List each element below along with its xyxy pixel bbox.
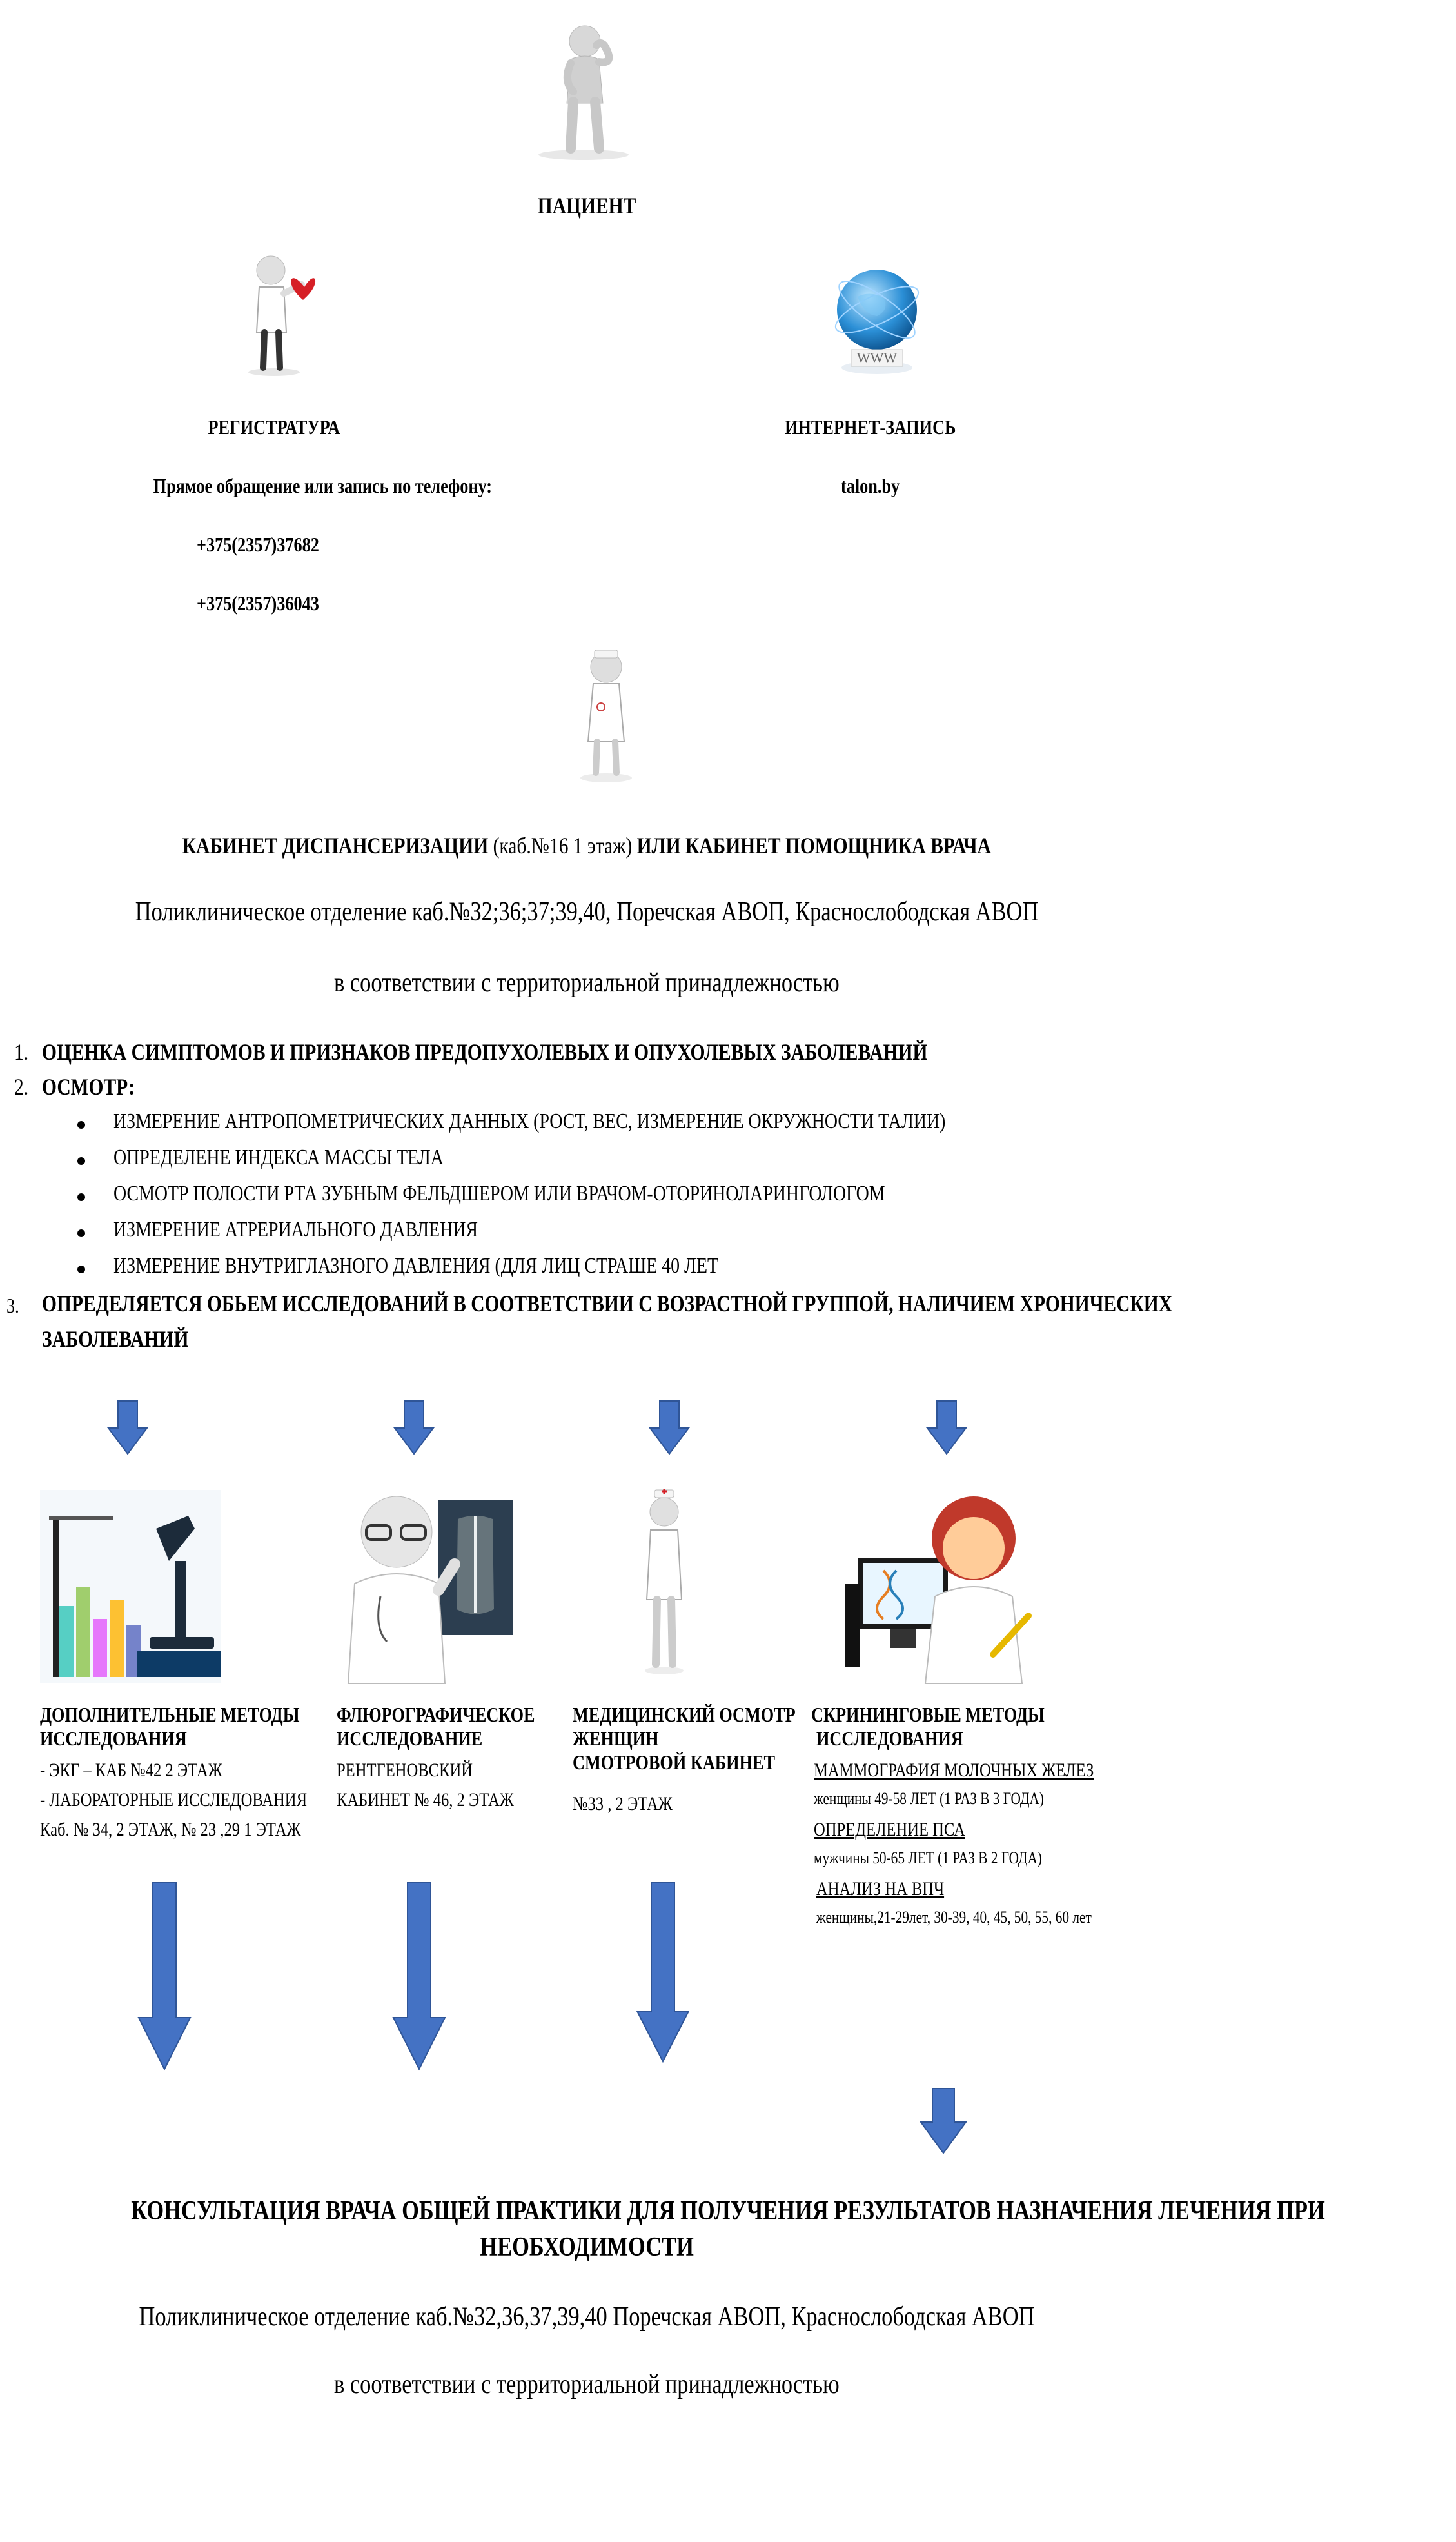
screening-psa-note: мужчины 50-65 ЛЕТ (1 РАЗ В 2 ГОДА) [814,1849,1042,1867]
women-title-1: МЕДИЦИНСКИЙ ОСМОТР [573,1703,796,1726]
nurse-icon [567,645,645,784]
www-text: WWW [856,350,898,366]
consult-title-1: КОНСУЛЬТАЦИЯ ВРАЧА ОБЩЕЙ ПРАКТИКИ ДЛЯ ПОЛУЧЕНИЯ РЕЗУЛЬТАТОВ НАЗНАЧЕНИЯ ЛЕЧЕНИЯ ПРИ [131,2196,1325,2226]
cabinet-alt: ИЛИ КАБИНЕТ ПОМОЩНИКА ВРАЧА [636,833,992,859]
consult-location: Поликлиническое отделение каб.№32,36,37,39,40 Поречская АВОП, Краснослободская АВОП [139,2302,1035,2332]
step-3-text-2: ЗАБОЛЕВАНИЙ [42,1326,189,1352]
arrow-down-small-5 [921,2089,966,2153]
registry-direct-text: Прямое обращение или запись по телефону: [153,474,492,497]
women-details [573,1793,694,1815]
registry-icon [239,248,322,377]
internet-site[interactable]: talon.by [841,474,900,497]
cabinet-location: Поликлиническое отделение каб.№32;36;37;39,40, Поречская АВОП, Краснослободская АВОП [135,897,1039,927]
fluoro-details [337,1760,553,1819]
fluoro-title-2: ИССЛЕДОВАНИЕ [337,1727,483,1750]
arrow-down-small-4 [927,1401,966,1454]
xray-image [342,1480,516,1683]
screening-mammo-note: женщины 49-58 ЛЕТ (1 РАЗ В 3 ГОДА) [814,1789,1044,1808]
step-1 [14,1038,32,1066]
additional-title-1: ДОПОЛНИТЕЛЬНЫЕ МЕТОДЫ [40,1703,300,1726]
screening-psa: ОПРЕДЕЛЕНИЕ ПСА [814,1819,965,1840]
consult-title-2: НЕОБХОДИМОСТИ [480,2232,694,2262]
registry-title: РЕГИСТРАТУРА [208,415,340,439]
fluoro-title [337,1703,578,1751]
exam-item: ОПРЕДЕЛЕНЕ ИНДЕКСА МАССЫ ТЕЛА [77,1146,1109,1182]
screening-image [845,1487,1041,1683]
additional-details [40,1760,366,1849]
screening-mammo: МАММОГРАФИЯ МОЛОЧНЫХ ЖЕЛЕЗ [814,1760,1094,1781]
women-title-2: ЖЕНЩИН [573,1727,659,1750]
internet-icon [825,258,929,381]
exam-list [77,1109,1109,1290]
step-2: 2. [14,1074,29,1100]
exam-item: ИЗМЕРЕНИЕ АТРЕРИАЛЬНОГО ДАВЛЕНИЯ [77,1218,1109,1254]
internet-title: ИНТЕРНЕТ-ЗАПИСЬ [785,415,956,439]
step-2-text: ОСМОТР: [42,1074,135,1100]
women-title [573,1703,845,1774]
exam-item: ИЗМЕРЕНИЕ АНТРОПОМЕТРИЧЕСКИХ ДАННЫХ (РОСТ, ВЕС, ИЗМЕРЕНИЕ ОКРУЖНОСТИ ТАЛИИ) [77,1109,1109,1146]
step-3-text: ОПРЕДЕЛЯЕТСЯ ОБЬЕМ ИССЛЕДОВАНИЙ В СООТВЕТСТВИИ С ВОЗРАСТНОЙ ГРУППОЙ, НАЛИЧИЕМ ХРОНИЧЕСКИХ [42,1291,1173,1316]
screening-hpv: АНАЛИЗ НА ВПЧ [816,1878,945,1900]
exam-item: ИЗМЕРЕНИЕ ВНУТРИГЛАЗНОГО ДАВЛЕНИЯ (ДЛЯ ЛИЦ СТРАШЕ 40 ЛЕТ [77,1254,1109,1290]
screening-title [811,1703,1096,1751]
cabinet-title [0,832,1174,859]
additional-ecg: - ЭКГ – КАБ №42 2 ЭТАЖ [40,1760,222,1781]
step-1-text: ОЦЕНКА СИМПТОМОВ И ПРИЗНАКОВ ПРЕДОПУХОЛЕВЫХ И ОПУХОЛЕВЫХ ЗАБОЛЕВАНИЙ [42,1039,928,1065]
registry-phone-1: +375(2357)37682 [197,533,319,556]
arrow-down-small-2 [395,1401,433,1454]
additional-rooms: Каб. № 34, 2 ЭТАЖ, № 23 ,29 1 ЭТАЖ [40,1819,301,1840]
additional-lab: - ЛАБОРАТОРНЫЕ ИССЛЕДОВАНИЯ [40,1789,307,1811]
arrow-down-small-1 [108,1401,147,1454]
women-title-3: СМОТРОВОЙ КАБИНЕТ [573,1751,775,1774]
fluoro-title-1: ФЛЮРОГРАФИЧЕСКОЕ [337,1703,535,1726]
screening-details [814,1760,1156,1938]
fluoro-room-type: РЕНТГЕНОВСКИЙ [337,1760,473,1781]
exam-item: ОСМОТР ПОЛОСТИ РТА ЗУБНЫМ ФЕЛЬДШЕРОМ ИЛИ ВРАЧОМ-ОТОРИНОЛАРИНГОЛОГОМ [77,1182,1109,1218]
step-3: 3. [6,1294,19,1317]
cabinet-title-main: КАБИНЕТ ДИСПАНСЕРИЗАЦИИ [182,833,489,859]
cabinet-room: (каб.№16 1 этаж) [488,833,637,859]
cabinet-territory: в соответствии с территориальной принадлежностью [334,968,840,998]
patient-icon [526,19,642,161]
additional-title [40,1703,357,1751]
consult-title [0,2196,1325,2263]
fluoro-room: КАБИНЕТ № 46, 2 ЭТАЖ [337,1789,514,1811]
screening-title-2: ИССЛЕДОВАНИЯ [816,1727,963,1750]
additional-title-2: ИССЛЕДОВАНИЯ [40,1727,187,1750]
patient-label: ПАЦИЕНТ [537,193,636,219]
screening-hpv-note: женщины,21-29лет, 30-39, 40, 45, 50, 55, 60 лет [816,1908,1092,1927]
arrow-down-large-2 [393,1882,445,2069]
step-1-number: 1. [14,1039,29,1065]
registry-phone-2: +375(2357)36043 [197,591,319,615]
women-room: №33 , 2 ЭТАЖ [573,1793,673,1814]
arrow-down-large-1 [139,1882,190,2069]
arrow-down-large-3 [637,1882,689,2061]
lab-image [40,1490,221,1683]
nurse-figure-image [635,1484,693,1677]
screening-title-1: СКРИНИНГОВЫЕ МЕТОДЫ [811,1703,1045,1726]
consult-territory: в соответствии с территориальной принадлежностью [334,2370,840,2399]
arrow-down-small-3 [650,1401,689,1454]
